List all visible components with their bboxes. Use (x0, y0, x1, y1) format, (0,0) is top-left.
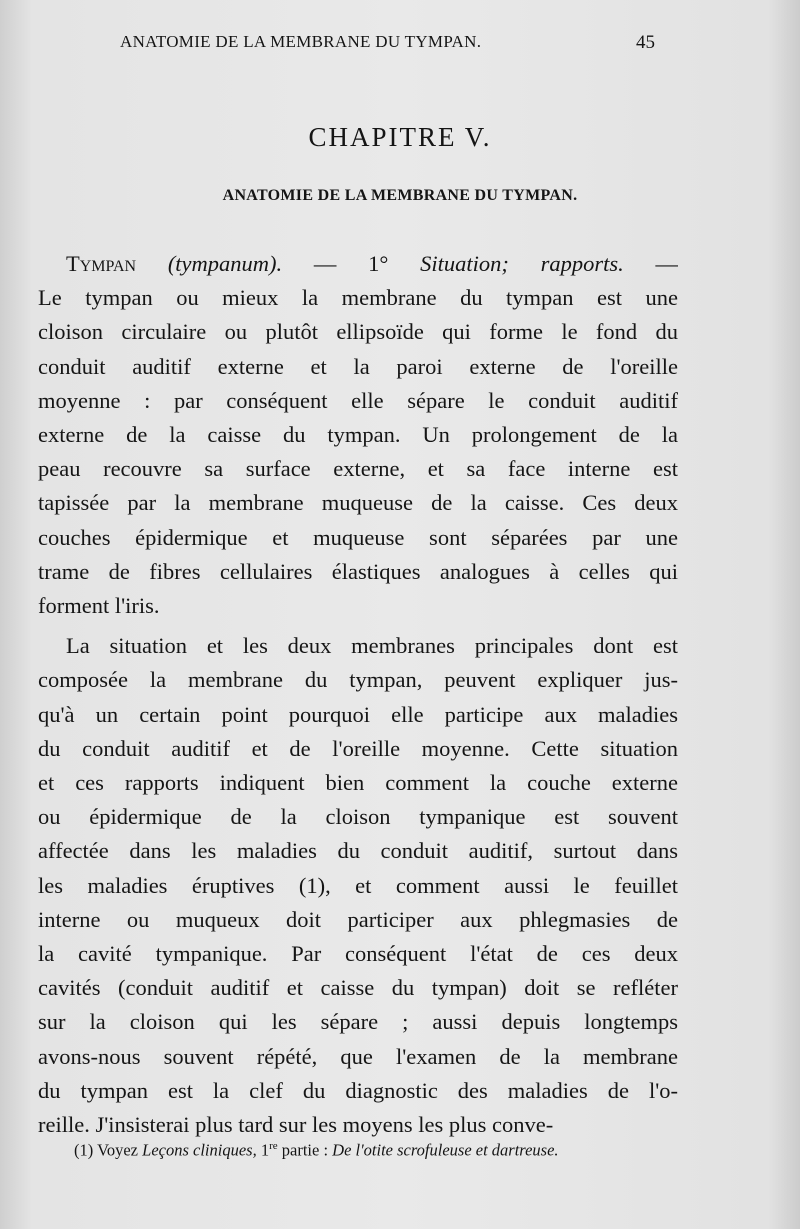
footnote-ordinal-sup: re (269, 1140, 278, 1152)
paragraph-2-line: les maladies éruptives (1), et comment aussi le feuillet (38, 872, 678, 898)
paragraph-2-line: ou épidermique de la cloison tympanique est souvent (38, 804, 678, 830)
footnote-ordinal: 1 (260, 1140, 270, 1160)
running-head (0, 32, 800, 62)
paragraph-1-line: peau recouvre sa surface externe, et sa face interne est (38, 456, 678, 482)
footnote-article-title: De l'otite scrofuleuse et dartreuse. (332, 1140, 559, 1160)
paragraph-2 (38, 629, 678, 1142)
paragraph-1-line: tapissée par la membrane muqueuse de la caisse. Ces deux (38, 490, 678, 516)
paragraph-2-line: et ces rapports indiquent bien comment la couche externe (38, 770, 678, 796)
paragraph-2-line: du tympan est la clef du diagnostic des maladies de l'o- (38, 1077, 678, 1103)
footnote-work-title: Leçons cliniques, (142, 1140, 257, 1160)
paragraph-2-line: la cavité tympanique. Par conséquent l'état de ces deux (38, 941, 678, 967)
paragraph-2-line: affectée dans les maladies du conduit auditif, surtout dans (38, 838, 678, 864)
paragraph-1-line: moyenne : par conséquent elle sépare le conduit auditif (38, 387, 678, 413)
paragraph-1-line: conduit auditif externe et la paroi externe de l'oreille (38, 353, 678, 379)
paragraph-1-lead-line (38, 247, 678, 281)
chapter-subtitle: ANATOMIE DE LA MEMBRANE DU TYMPAN. (222, 187, 578, 204)
paragraph-1 (38, 281, 678, 623)
footnote-marker: (1) Voyez (74, 1140, 139, 1160)
paragraph-2-line: composée la membrane du tympan, peuvent expliquer jus- (38, 667, 678, 693)
paragraph-2-line: reille. J'insisterai plus tard sur les moyens les plus conve- (38, 1112, 554, 1138)
paragraph-2-line: interne ou muqueux doit participer aux phlegmasies de (38, 906, 678, 932)
paragraph-2-line: cavités (conduit auditif et caisse du tympan) doit se refléter (38, 975, 678, 1001)
footnote (74, 1140, 559, 1161)
lead-term-latin: (tympanum). (167, 251, 283, 276)
lead-section: — 1° Situation; rapports. — (313, 251, 678, 276)
paragraph-1-line: trame de fibres cellulaires élastiques analogues à celles qui (38, 558, 678, 584)
paragraph-2-line: avons-nous souvent répété, que l'examen de la membrane (38, 1043, 678, 1069)
paragraph-1-line: couches épidermique et muqueuse sont séparées par une (38, 524, 678, 550)
paragraph-2-line: du conduit auditif et de l'oreille moyenne. Cette situation (38, 735, 678, 761)
chapter-title: CHAPITRE V. (308, 122, 492, 152)
paragraph-1-line: forment l'iris. (38, 593, 160, 619)
paragraph-2-line: sur la cloison qui les sépare ; aussi depuis longtemps (38, 1009, 678, 1035)
paragraph-1-line: Le tympan ou mieux la membrane du tympan est une (38, 285, 678, 311)
paragraph-2-line: qu'à un certain point pourquoi elle participe aux maladies (38, 701, 678, 727)
paragraph-2-line: La situation et les deux membranes principales dont est (66, 633, 678, 659)
paragraph-1-line: externe de la caisse du tympan. Un prolongement de la (38, 422, 678, 448)
page-number: 45 (636, 32, 655, 53)
running-title: ANATOMIE DE LA MEMBRANE DU TYMPAN. (120, 32, 482, 51)
footnote-part: partie : (281, 1140, 329, 1160)
lead-term: Tympan (66, 251, 137, 276)
body-text (38, 247, 678, 1142)
paragraph-1-line: cloison circulaire ou plutôt ellipsoïde qui forme le fond du (38, 319, 678, 345)
